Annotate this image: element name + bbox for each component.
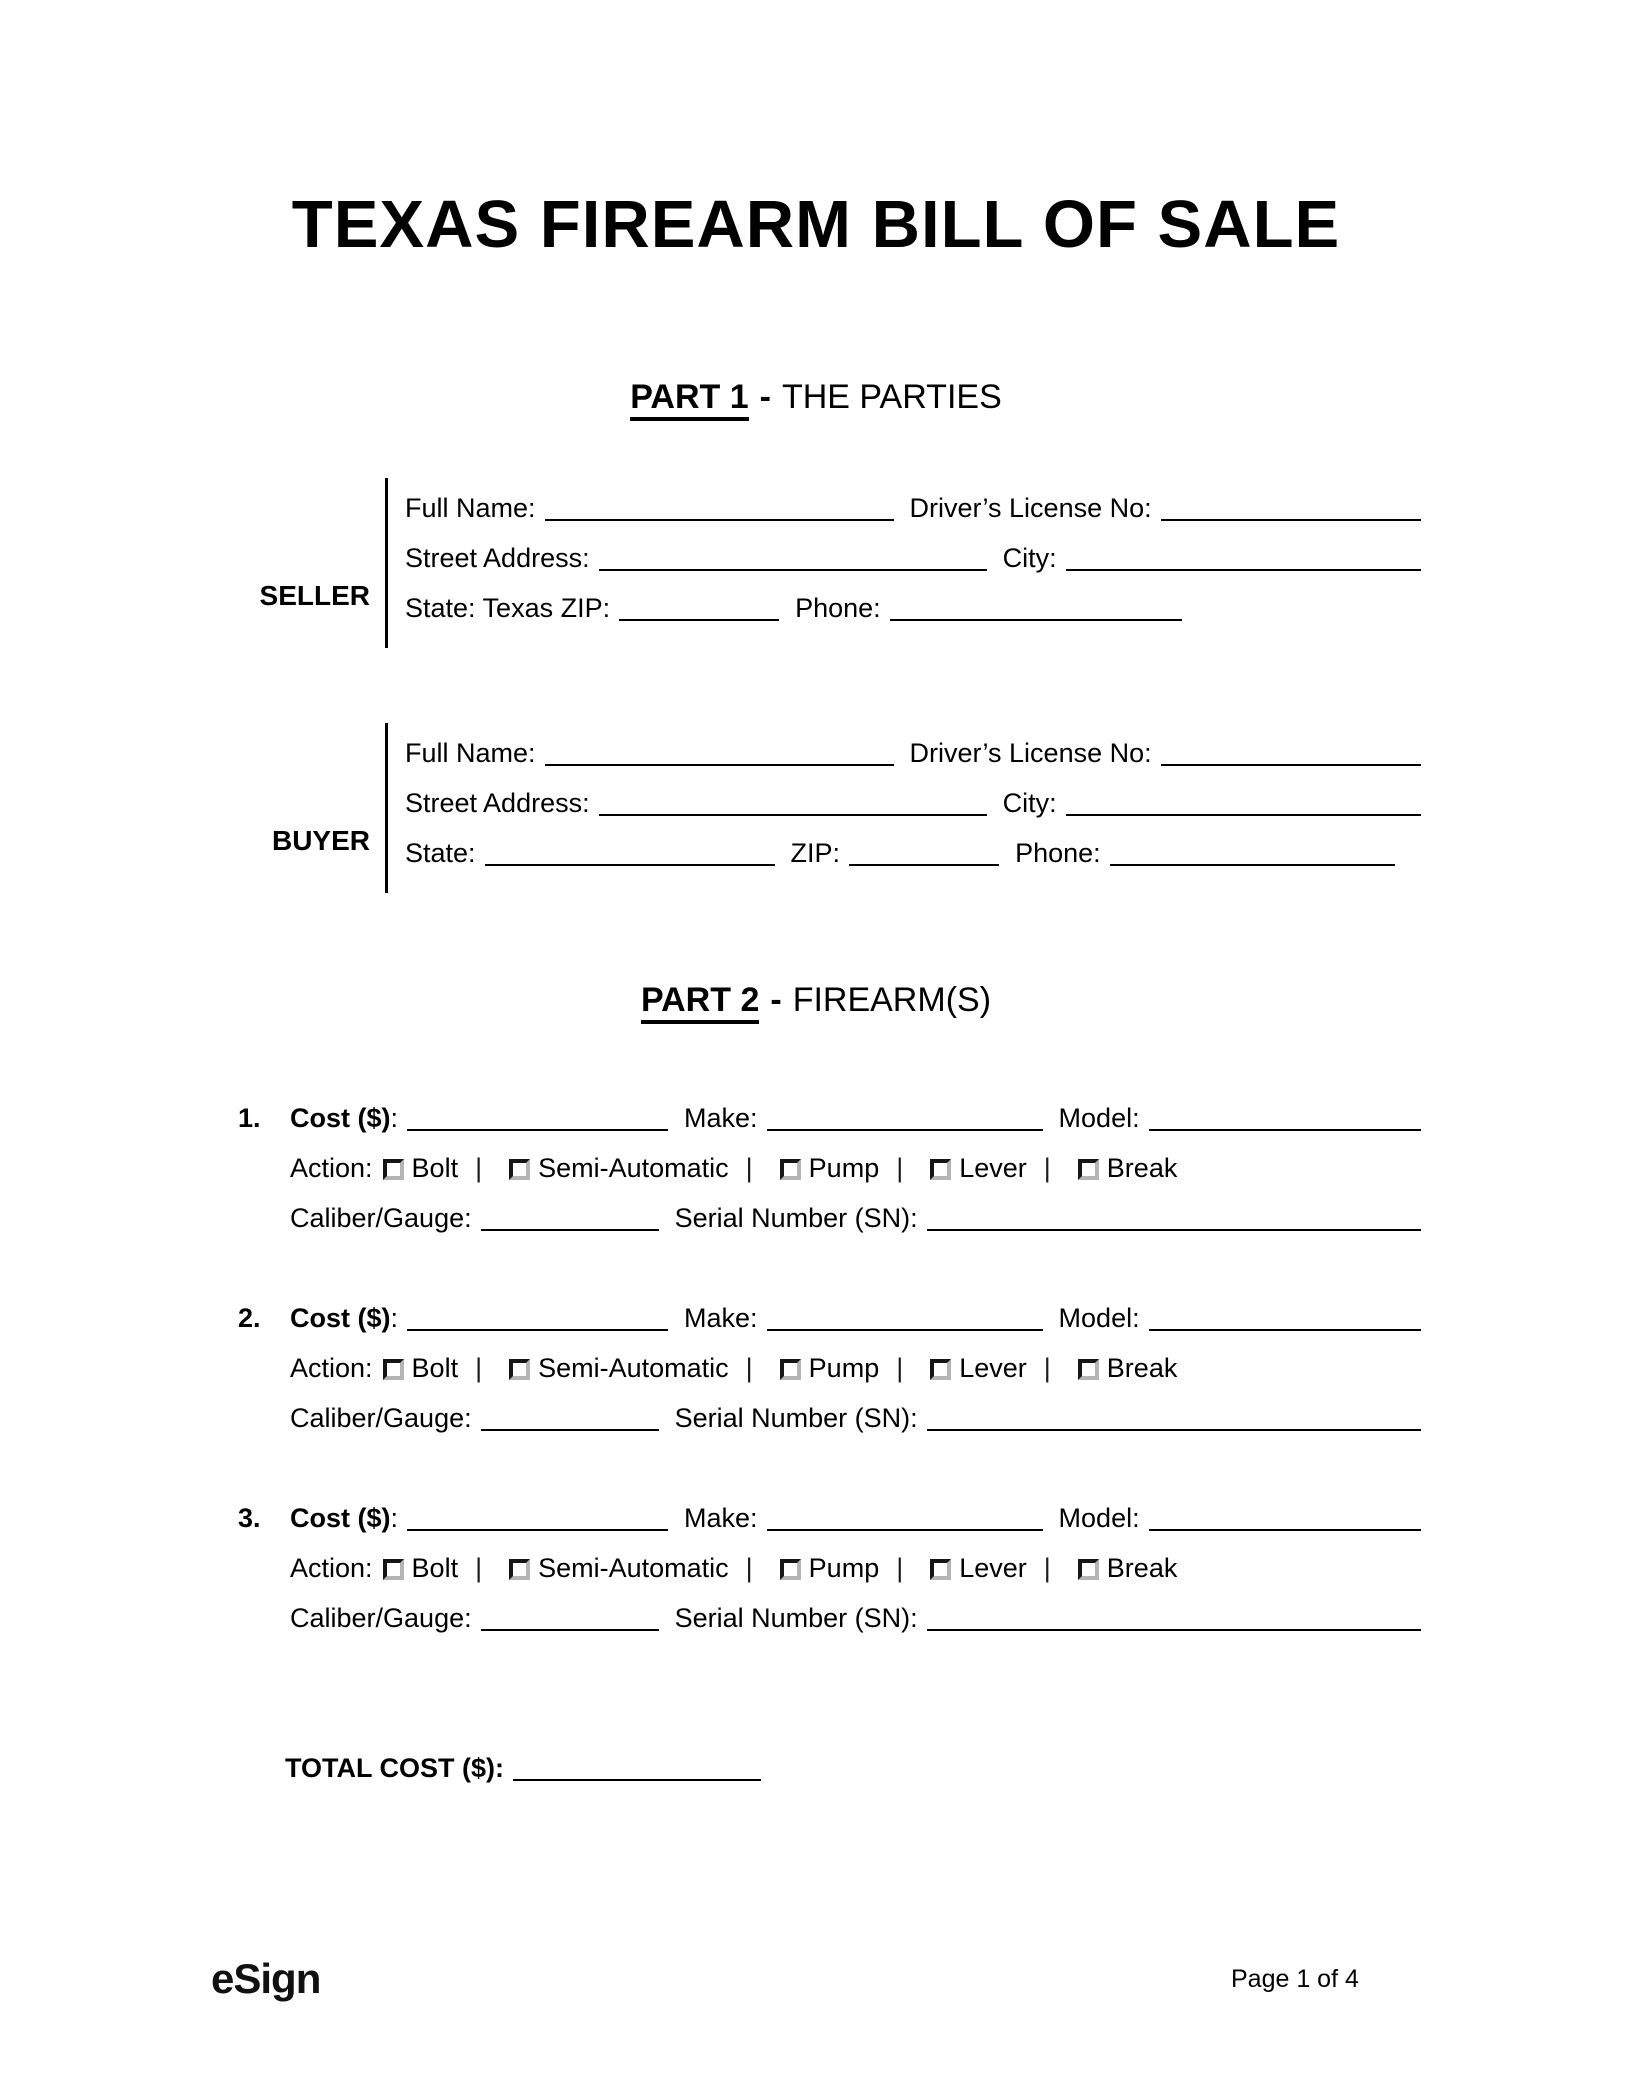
action-option-bolt: Bolt: [411, 1153, 459, 1183]
seller-fields: [385, 478, 1421, 648]
firearm-1-caliber-row: [238, 1191, 1421, 1241]
buyer-phone-field[interactable]: [1110, 858, 1395, 866]
firearm-2-make-field[interactable]: [767, 1323, 1043, 1331]
action-label: Action:: [290, 1553, 373, 1583]
firearm-3-caliber-field[interactable]: [481, 1623, 659, 1631]
action-option-lever: Lever: [959, 1153, 1027, 1183]
firearm-2-caliber-row: [238, 1391, 1421, 1441]
seller-row-name: [405, 481, 1421, 531]
caliber-label: Caliber/Gauge:: [290, 1403, 472, 1433]
action-option-semi-automatic: Semi-Automatic: [538, 1153, 729, 1183]
buyer-full-name-label: Full Name:: [405, 738, 536, 768]
seller-drivers-license-field[interactable]: [1161, 513, 1421, 521]
firearm-item-3: [238, 1491, 1421, 1641]
firearm-3-serial-field[interactable]: [927, 1623, 1421, 1631]
seller-full-name-field[interactable]: [545, 513, 894, 521]
part2-heading-number: PART 2: [641, 981, 759, 1024]
firearm-1-cost-row: [238, 1091, 1421, 1141]
model-label: Model:: [1058, 1103, 1140, 1133]
separator: |: [896, 1353, 904, 1383]
firearm-3-model-field[interactable]: [1149, 1523, 1421, 1531]
action-option-semi-automatic: Semi-Automatic: [538, 1353, 729, 1383]
action-option-bolt: Bolt: [411, 1553, 459, 1583]
buyer-zip-label: ZIP:: [790, 838, 841, 868]
seller-label: SELLER: [259, 580, 370, 611]
part1-heading-number: PART 1: [630, 378, 748, 421]
separator: |: [745, 1153, 753, 1183]
firearm-1-action-bolt-checkbox[interactable]: [383, 1159, 404, 1180]
buyer-city-label: City:: [1002, 788, 1057, 818]
firearm-1-action-row: [238, 1141, 1421, 1191]
buyer-row-name: [405, 726, 1421, 776]
part2-heading: [0, 981, 1632, 1020]
cost-colon: :: [390, 1103, 399, 1133]
make-label: Make:: [684, 1103, 758, 1133]
firearm-3-action-break-checkbox[interactable]: [1078, 1559, 1099, 1580]
separator: |: [475, 1353, 483, 1383]
firearm-3-caliber-row: [238, 1591, 1421, 1641]
firearm-1-serial-field[interactable]: [927, 1223, 1421, 1231]
firearm-3-action-pump-checkbox[interactable]: [780, 1559, 801, 1580]
separator: |: [896, 1553, 904, 1583]
firearm-1-cost-field[interactable]: [407, 1123, 668, 1131]
buyer-state-label: State:: [405, 838, 476, 868]
action-option-break: Break: [1106, 1553, 1178, 1583]
model-label: Model:: [1058, 1303, 1140, 1333]
seller-phone-field[interactable]: [890, 613, 1182, 621]
seller-drivers-license-label: Driver’s License No:: [909, 493, 1152, 523]
document-title: TEXAS FIREARM BILL OF SALE: [291, 187, 1341, 262]
action-option-pump: Pump: [808, 1553, 880, 1583]
buyer-row-address: [405, 776, 1421, 826]
firearm-3-make-field[interactable]: [767, 1523, 1043, 1531]
cost-label: Cost ($): [290, 1303, 391, 1333]
seller-phone-label: Phone:: [795, 593, 881, 623]
cost-colon: :: [390, 1303, 399, 1333]
firearm-3-action-lever-checkbox[interactable]: [930, 1559, 951, 1580]
action-option-bolt: Bolt: [411, 1353, 459, 1383]
firearm-item-2: [238, 1291, 1421, 1441]
firearm-list: [238, 1091, 1421, 1691]
firearm-1-caliber-field[interactable]: [481, 1223, 659, 1231]
buyer-city-field[interactable]: [1066, 808, 1421, 816]
seller-section: [0, 478, 1421, 648]
serial-label: Serial Number (SN):: [674, 1603, 918, 1633]
buyer-drivers-license-label: Driver’s License No:: [909, 738, 1152, 768]
buyer-phone-label: Phone:: [1015, 838, 1101, 868]
buyer-zip-field[interactable]: [849, 858, 999, 866]
buyer-fields: [385, 723, 1421, 893]
firearm-1-action-pump-checkbox[interactable]: [780, 1159, 801, 1180]
esign-logo: eSign: [211, 1955, 321, 2002]
buyer-state-field[interactable]: [485, 858, 775, 866]
firearm-2-action-pump-checkbox[interactable]: [780, 1359, 801, 1380]
caliber-label: Caliber/Gauge:: [290, 1203, 472, 1233]
firearm-2-caliber-field[interactable]: [481, 1423, 659, 1431]
seller-city-field[interactable]: [1066, 563, 1421, 571]
seller-zip-field[interactable]: [619, 613, 779, 621]
separator: |: [896, 1153, 904, 1183]
model-label: Model:: [1058, 1503, 1140, 1533]
make-label: Make:: [684, 1503, 758, 1533]
part1-heading-text: THE PARTIES: [781, 378, 1002, 416]
firearm-3-action-bolt-checkbox[interactable]: [383, 1559, 404, 1580]
action-option-semi-automatic: Semi-Automatic: [538, 1553, 729, 1583]
cost-colon: :: [390, 1503, 399, 1533]
seller-row-address: [405, 531, 1421, 581]
action-option-pump: Pump: [808, 1153, 880, 1183]
buyer-full-name-field[interactable]: [545, 758, 894, 766]
action-option-lever: Lever: [959, 1353, 1027, 1383]
part1-heading-dash: -: [759, 378, 771, 416]
firearm-3-cost-field[interactable]: [407, 1523, 668, 1531]
action-label: Action:: [290, 1153, 373, 1183]
firearm-1-action-break-checkbox[interactable]: [1078, 1159, 1099, 1180]
separator: |: [1043, 1553, 1051, 1583]
seller-state-zip-label: State: Texas ZIP:: [405, 593, 611, 623]
firearm-2-number: 2.: [238, 1303, 261, 1333]
cost-label: Cost ($): [290, 1503, 391, 1533]
part1-heading: [0, 378, 1632, 417]
firearm-1-action-lever-checkbox[interactable]: [930, 1159, 951, 1180]
serial-label: Serial Number (SN):: [674, 1203, 918, 1233]
buyer-drivers-license-field[interactable]: [1161, 758, 1421, 766]
buyer-section: [0, 723, 1421, 893]
seller-row-state: [405, 581, 1421, 631]
part2-heading-dash: -: [770, 981, 782, 1019]
separator: |: [745, 1553, 753, 1583]
firearm-2-cost-row: [238, 1291, 1421, 1341]
firearm-3-cost-row: [238, 1491, 1421, 1541]
seller-street-address-field[interactable]: [599, 563, 987, 571]
buyer-street-address-label: Street Address:: [405, 788, 590, 818]
seller-street-address-label: Street Address:: [405, 543, 590, 573]
total-cost-field[interactable]: [513, 1773, 761, 1781]
firearm-2-serial-field[interactable]: [927, 1423, 1421, 1431]
action-option-lever: Lever: [959, 1553, 1027, 1583]
firearm-2-action-break-checkbox[interactable]: [1078, 1359, 1099, 1380]
make-label: Make:: [684, 1303, 758, 1333]
action-option-break: Break: [1106, 1353, 1178, 1383]
separator: |: [475, 1553, 483, 1583]
buyer-street-address-field[interactable]: [599, 808, 987, 816]
firearm-2-cost-field[interactable]: [407, 1323, 668, 1331]
firearm-1-action-semi-automatic-checkbox[interactable]: [509, 1159, 530, 1180]
firearm-2-model-field[interactable]: [1149, 1323, 1421, 1331]
part2-heading-text: FIREARM(S): [792, 981, 992, 1019]
firearm-2-action-bolt-checkbox[interactable]: [383, 1359, 404, 1380]
separator: |: [475, 1153, 483, 1183]
firearm-1-model-field[interactable]: [1149, 1123, 1421, 1131]
firearm-3-action-semi-automatic-checkbox[interactable]: [509, 1559, 530, 1580]
firearm-2-action-lever-checkbox[interactable]: [930, 1359, 951, 1380]
action-option-pump: Pump: [808, 1353, 880, 1383]
total-cost-label: TOTAL COST ($):: [285, 1753, 504, 1783]
buyer-label: BUYER: [271, 825, 370, 856]
separator: |: [1043, 1353, 1051, 1383]
firearm-2-action-row: [238, 1341, 1421, 1391]
firearm-1-make-field[interactable]: [767, 1123, 1043, 1131]
serial-label: Serial Number (SN):: [674, 1403, 918, 1433]
action-option-break: Break: [1106, 1153, 1178, 1183]
caliber-label: Caliber/Gauge:: [290, 1603, 472, 1633]
action-label: Action:: [290, 1353, 373, 1383]
seller-city-label: City:: [1002, 543, 1057, 573]
cost-label: Cost ($): [290, 1103, 391, 1133]
firearm-1-number: 1.: [238, 1103, 261, 1133]
separator: |: [1043, 1153, 1051, 1183]
total-cost-row: [285, 1741, 805, 1791]
firearm-item-1: [238, 1091, 1421, 1241]
separator: |: [745, 1353, 753, 1383]
firearm-2-action-semi-automatic-checkbox[interactable]: [509, 1359, 530, 1380]
page-number: Page 1 of 4: [1231, 1965, 1359, 1993]
seller-full-name-label: Full Name:: [405, 493, 536, 523]
firearm-3-number: 3.: [238, 1503, 261, 1533]
buyer-row-state: [405, 826, 1421, 876]
firearm-3-action-row: [238, 1541, 1421, 1591]
